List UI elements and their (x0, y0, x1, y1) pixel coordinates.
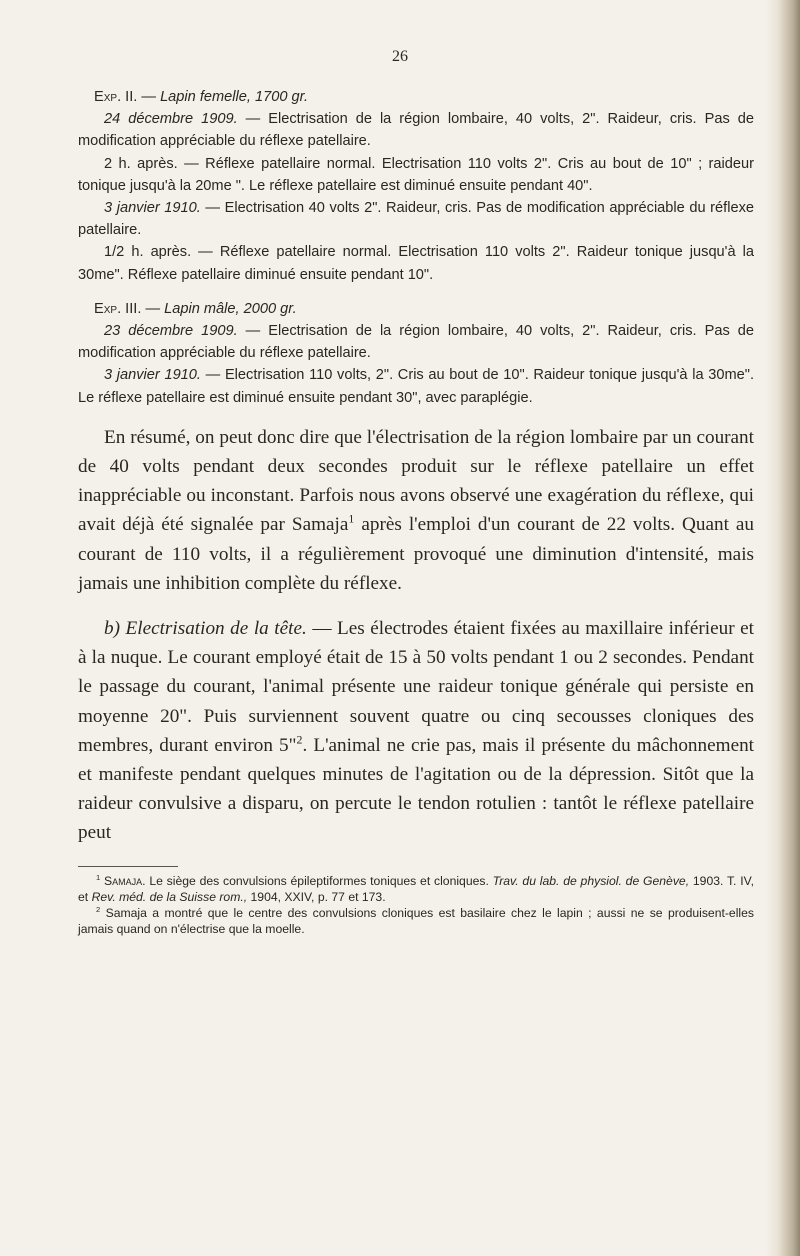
page-body (78, 86, 754, 937)
exp-ii-entry-1: 24 décembre 1909. — Electrisation de la région lombaire, 40 volts, 2". Raideur, cris. Pas de modification appréciable du réflexe patellaire. (78, 111, 754, 150)
footnote-ref-1[interactable]: 1 (348, 512, 355, 527)
footnote-1: $^1$ Samaja. Le siège des convulsions épileptiformes toniques et cloniques. Trav. du lab. de physiol. de Genève, 1903. T. IV, et Rev. méd. de la Suisse rom., 1904, XXIV, p. 77 et 173. (78, 872, 755, 904)
section-b-paragraph: b) Electrisation de la tête. — Les électrodes étaient fixées au maxillaire inférieur et à la nuque. Le courant employé était de 15 à 50 volts pendant 1 ou 2 secondes. Pendant le passage du courant, l'animal présente une raideur tonique générale qui persiste en moyenne 20". Puis surviennent souvent quatre ou cinq secousses cloniques des membres, durant environ 5"$^2$. L'animal ne crie pas, mais il présente du mâchonnement et manifeste pendant quelques minutes de l'agitation ou de la dépression. Sitôt que la raideur convulsive a disparu, on percute le tendon rotulien : tantôt le réflexe patellaire peut (78, 618, 755, 844)
exp-ii-entry-3: 3 janvier 1910. — Electrisation 40 volts 2". Raideur, cris. Pas de modification appréciable du réflexe patellaire. (78, 200, 754, 239)
footnote-separator (78, 866, 178, 867)
exp-ii-date-1: 24 décembre 1909. (104, 111, 238, 128)
exp-ii-entry-2: 2 h. après. — Réflexe patellaire normal. Electrisation 110 volts 2". Cris au bout de 10" ; raideur tonique jusqu'à la 20me ". Le réflexe patellaire est diminué ensuite pendant 40". (78, 155, 754, 194)
exp-ii-date-2: 3 janvier 1910. (104, 200, 201, 217)
footnote-2: $^2$ Samaja a montré que le centre des convulsions cloniques est basilaire chez le lapin ; aussi ne se produisent-elles jamais quand on n'électrise que la moelle. (78, 904, 754, 936)
main-text (78, 423, 754, 848)
footnotes (78, 873, 754, 937)
exp-ii-title: — Lapin femelle, 1700 gr. (141, 89, 308, 105)
exp-ii-header (78, 86, 754, 108)
page-edge-shadow (766, 0, 800, 1256)
section-b-heading: b) Electrisation de la tête. (104, 618, 307, 640)
exp-iii-entry-1: 23 décembre 1909. — Electrisation de la région lombaire, 40 volts, 2". Raideur, cris. Pas de modification appréciable du réflexe patellaire. (78, 323, 754, 362)
page-number: 26 (392, 48, 408, 65)
footnote-ref-2[interactable]: 2 (296, 732, 303, 747)
experiment-ii (78, 86, 754, 409)
exp-iii-entry-2: 3 janvier 1910. — Electrisation 110 volts, 2". Cris au bout de 10". Raideur tonique jusqu'à la 30me". Le réflexe patellaire est diminué ensuite pendant 30", avec paraplégie. (78, 367, 754, 406)
exp-iii-date-1: 23 décembre 1909. (104, 323, 238, 340)
exp-iii-header (78, 298, 754, 320)
exp-iii-label: Exp. III. (94, 300, 142, 317)
exp-iii-title: — Lapin mâle, 2000 gr. (145, 300, 297, 317)
exp-iii-date-2: 3 janvier 1910. (104, 367, 201, 384)
exp-ii-label: Exp. II. (94, 89, 138, 105)
summary-paragraph: En résumé, on peut donc dire que l'électrisation de la région lombaire par un courant de 40 volts pendant deux secondes produit sur le réflexe patellaire un effet inappréciable ou inconstant. Parfois nous avons observé une exagération du réflexe, qui avait déjà été signalée par Samaja$^1$ après l'emploi d'un courant de 22 volts. Quant au courant de 110 volts, il a régulièrement provoqué une diminution d'intensité, mais jamais une inhibition complète du réflexe. (78, 426, 755, 594)
exp-ii-entry-4: 1/2 h. après. — Réflexe patellaire normal. Electrisation 110 volts 2". Raideur tonique jusqu'à la 30me". Réflexe patellaire diminué ensuite pendant 10". (78, 244, 754, 283)
